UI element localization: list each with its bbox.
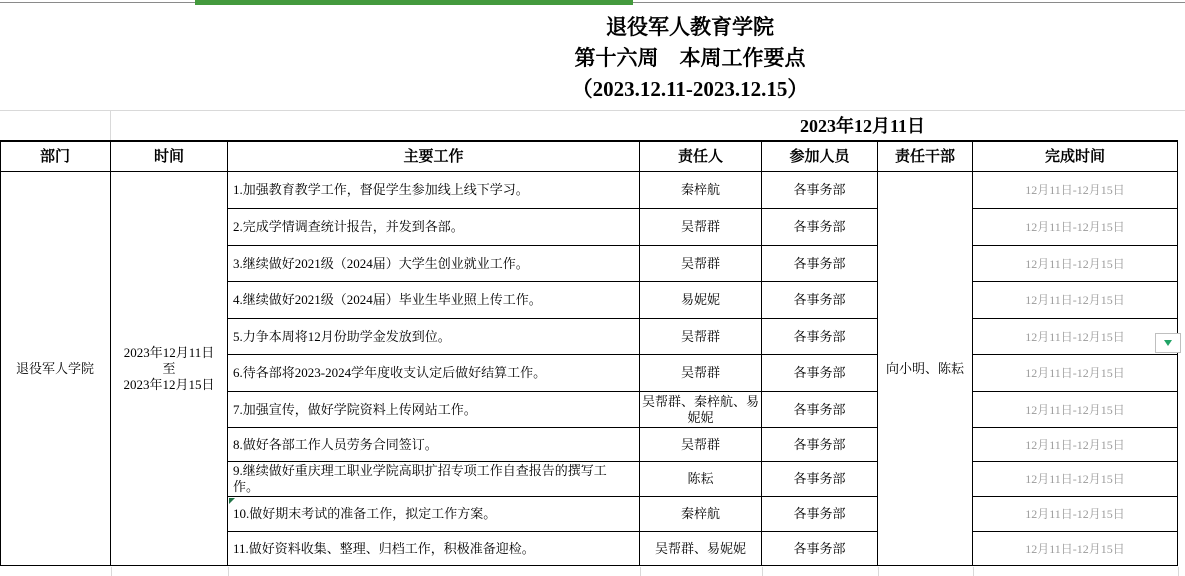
title-line-3: （2023.12.11-2023.12.15） (571, 77, 809, 101)
work-cell-row5[interactable]: 5.力争本周将12月份助学金发放到位。 (228, 319, 640, 355)
department-cell[interactable]: 退役军人学院 (0, 172, 111, 566)
gridline-vertical (1178, 567, 1179, 576)
completion-cell-row6[interactable]: 12月11日-12月15日 (973, 355, 1178, 392)
top-green-bar (195, 0, 633, 5)
work-cell-row8[interactable]: 8.做好各部工作人员劳务合同签订。 (228, 428, 640, 462)
gridline-vertical (640, 567, 641, 576)
completion-cell-row3[interactable]: 12月11日-12月15日 (973, 246, 1178, 282)
work-cell-row6[interactable]: 6.待各部将2023-2024学年度收支认定后做好结算工作。 (228, 355, 640, 392)
completion-cell-row11[interactable]: 12月11日-12月15日 (973, 532, 1178, 566)
work-cell-row7[interactable]: 7.加强宣传，做好学院资料上传网站工作。 (228, 392, 640, 428)
participants-cell-row8[interactable]: 各事务部 (762, 428, 878, 462)
work-cell-row11[interactable]: 11.做好资料收集、整理、归档工作，积极准备迎检。 (228, 532, 640, 566)
date-cell[interactable]: 2023年12月11日 (799, 116, 925, 136)
title-line-1: 退役军人教育学院 (606, 15, 774, 39)
participants-cell-row1[interactable]: 各事务部 (762, 172, 878, 209)
participants-cell-row2[interactable]: 各事务部 (762, 209, 878, 246)
participants-cell-row3[interactable]: 各事务部 (762, 246, 878, 282)
responsible-cell-row9[interactable]: 陈耘 (640, 462, 762, 497)
participants-cell-row5[interactable]: 各事务部 (762, 319, 878, 355)
completion-cell-row5[interactable]: 12月11日-12月15日 (973, 319, 1178, 355)
gridline-vertical (762, 567, 763, 576)
header-main-work[interactable]: 主要工作 (228, 142, 640, 172)
time-line-2: 至 (162, 360, 176, 376)
header-completion[interactable]: 完成时间 (973, 142, 1178, 172)
sheet-title (195, 12, 1185, 105)
work-cell-row2[interactable]: 2.完成学情调查统计报告，并发到各部。 (228, 209, 640, 246)
responsible-cell-row5[interactable]: 吴帮群 (640, 319, 762, 355)
gridline-vertical (110, 110, 111, 142)
dropdown-arrow-icon (1164, 340, 1172, 346)
work-cell-row9[interactable]: 9.继续做好重庆理工职业学院高职扩招专项工作自查报告的撰写工作。 (228, 462, 640, 497)
gridline-vertical (973, 567, 974, 576)
completion-cell-row9[interactable]: 12月11日-12月15日 (973, 462, 1178, 497)
completion-cell-row2[interactable]: 12月11日-12月15日 (973, 209, 1178, 246)
work-cell-row10[interactable]: 10.做好期末考试的准备工作，拟定工作方案。 (228, 497, 640, 532)
responsible-cell-row1[interactable]: 秦梓航 (640, 172, 762, 209)
header-cadre[interactable]: 责任干部 (878, 142, 973, 172)
title-line-2: 第十六周 本周工作要点 (574, 46, 806, 70)
participants-cell-row6[interactable]: 各事务部 (762, 355, 878, 392)
work-cell-row3[interactable]: 3.继续做好2021级（2024届）大学生创业就业工作。 (228, 246, 640, 282)
header-time[interactable]: 时间 (111, 142, 228, 172)
responsible-cell-row2[interactable]: 吴帮群 (640, 209, 762, 246)
gridline-vertical (111, 567, 112, 576)
time-line-3: 2023年12月15日 (123, 376, 215, 392)
responsible-cell-row6[interactable]: 吴帮群 (640, 355, 762, 392)
responsible-cell-row8[interactable]: 吴帮群 (640, 428, 762, 462)
header-responsible[interactable]: 责任人 (640, 142, 762, 172)
participants-cell-row4[interactable]: 各事务部 (762, 282, 878, 319)
cell-flag-corner-icon (229, 498, 235, 504)
participants-cell-row9[interactable]: 各事务部 (762, 462, 878, 497)
gridline-vertical (878, 567, 879, 576)
completion-cell-row7[interactable]: 12月11日-12月15日 (973, 392, 1178, 428)
responsible-cell-row4[interactable]: 易妮妮 (640, 282, 762, 319)
header-participants[interactable]: 参加人员 (762, 142, 878, 172)
participants-cell-row11[interactable]: 各事务部 (762, 532, 878, 566)
cadre-cell[interactable]: 向小明、陈耘 (878, 172, 973, 566)
header-department[interactable]: 部门 (0, 142, 111, 172)
responsible-cell-row11[interactable]: 吴帮群、易妮妮 (640, 532, 762, 566)
completion-cell-row8[interactable]: 12月11日-12月15日 (973, 428, 1178, 462)
responsible-cell-row10[interactable]: 秦梓航 (640, 497, 762, 532)
participants-cell-row7[interactable]: 各事务部 (762, 392, 878, 428)
completion-cell-row4[interactable]: 12月11日-12月15日 (973, 282, 1178, 319)
completion-cell-row10[interactable]: 12月11日-12月15日 (973, 497, 1178, 532)
gridline-vertical (228, 567, 229, 576)
responsible-cell-row7[interactable]: 吴帮群、秦梓航、易妮妮 (640, 392, 762, 428)
cell-dropdown-button[interactable] (1155, 333, 1181, 353)
completion-cell-row1[interactable]: 12月11日-12月15日 (973, 172, 1178, 209)
work-cell-row4[interactable]: 4.继续做好2021级（2024届）毕业生毕业照上传工作。 (228, 282, 640, 319)
work-cell-row1[interactable]: 1.加强教育教学工作，督促学生参加线上线下学习。 (228, 172, 640, 209)
time-range-cell[interactable] (111, 172, 228, 566)
time-line-1: 2023年12月11日 (123, 344, 215, 360)
responsible-cell-row3[interactable]: 吴帮群 (640, 246, 762, 282)
participants-cell-row10[interactable]: 各事务部 (762, 497, 878, 532)
